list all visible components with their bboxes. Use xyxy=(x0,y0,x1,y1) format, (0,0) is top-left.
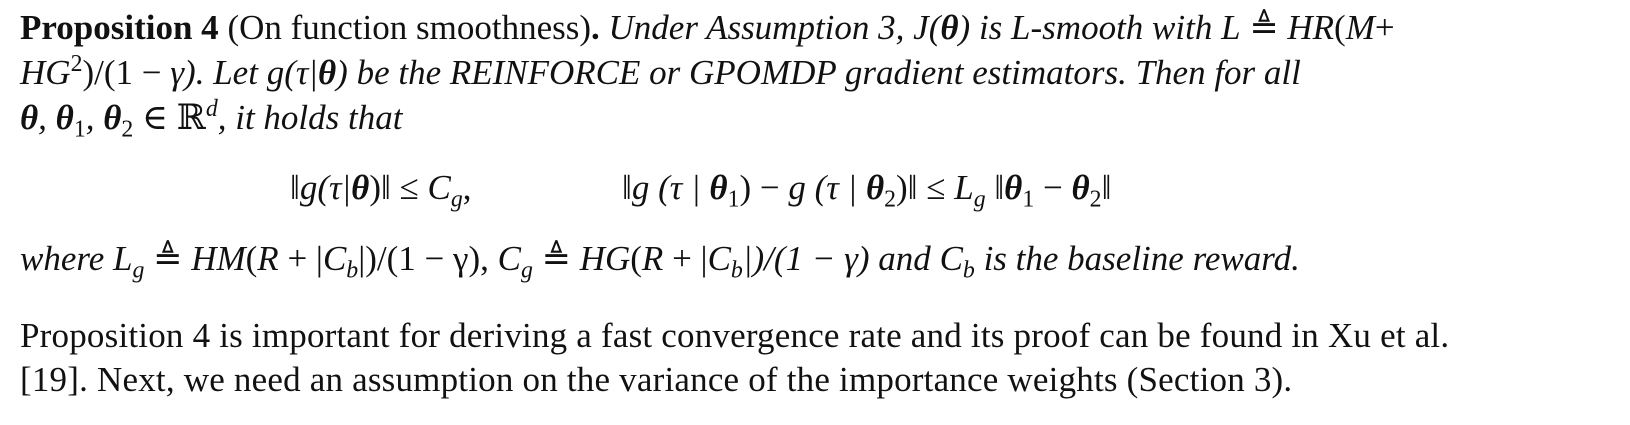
math-symbol: , xyxy=(462,168,472,207)
math-theta: θ xyxy=(318,53,337,92)
proposition-title: (On function smoothness) xyxy=(227,8,592,47)
math-theta: θ xyxy=(865,168,885,207)
math-symbol: ( xyxy=(630,239,642,278)
math-subscript: g xyxy=(132,257,145,284)
math-theta: θ xyxy=(1071,168,1090,207)
math-subscript: 1 xyxy=(727,186,740,213)
math-symbol: R xyxy=(641,239,664,278)
math-symbol: C xyxy=(939,239,963,278)
math-symbol: ∈ ℝ xyxy=(133,98,206,137)
math-theta: θ xyxy=(940,8,959,47)
math-symbol: ‖ xyxy=(985,168,1005,207)
math-symbol: HG xyxy=(579,239,631,278)
math-theta: θ xyxy=(20,98,39,137)
math-symbol: C xyxy=(427,168,451,207)
math-symbol: C xyxy=(322,239,347,278)
math-superscript: d xyxy=(205,95,218,122)
math-symbol: ‖ xyxy=(622,168,632,207)
math-symbol: g xyxy=(299,168,318,207)
math-subscript: 2 xyxy=(121,116,134,143)
math-symbol: C xyxy=(497,239,521,278)
math-symbol: , xyxy=(85,98,104,137)
statement-text: where xyxy=(20,239,113,278)
math-subscript: 2 xyxy=(884,186,897,213)
math-symbol: L xyxy=(954,168,974,207)
math-symbol: L xyxy=(1011,8,1031,47)
where-line xyxy=(20,237,1300,284)
math-symbol: + | xyxy=(663,239,708,278)
math-symbol: ‖ xyxy=(1101,168,1112,207)
equation-right xyxy=(622,166,1112,213)
math-symbol: )/(1 − xyxy=(82,53,171,92)
display-equation xyxy=(0,166,1630,212)
math-symbol: ) − xyxy=(739,168,789,207)
math-defeq: ≜ xyxy=(532,239,580,278)
math-symbol: HR xyxy=(1287,8,1335,47)
math-theta: θ xyxy=(55,98,74,137)
math-symbol: HM xyxy=(191,239,246,278)
statement-text: ). Let xyxy=(184,53,267,92)
equation-left xyxy=(290,166,472,213)
math-symbol: ( xyxy=(245,239,258,278)
math-theta: θ xyxy=(709,168,728,207)
math-subscript: g xyxy=(450,186,463,213)
math-theta: θ xyxy=(103,98,122,137)
math-subscript: b xyxy=(730,257,743,284)
math-subscript: b xyxy=(346,257,359,284)
proposition-label: Proposition 4 xyxy=(20,8,219,47)
math-symbol: M xyxy=(1345,8,1375,47)
math-symbol: (τ| xyxy=(284,53,318,92)
paragraph-line-2: [19]. Next, we need an assumption on the variance of the importance weights (Section 3). xyxy=(20,360,1293,399)
proposition-line-3 xyxy=(20,95,403,143)
statement-text: Under Assumption 3, xyxy=(608,8,905,47)
proposition-title-period: . xyxy=(591,8,600,47)
statement-text: ) be the REINFORCE or GPOMDP gradient estimators. Then for all xyxy=(336,53,1301,92)
math-theta: θ xyxy=(351,168,370,207)
math-symbol: ( xyxy=(1334,8,1346,47)
proposition-line-1 xyxy=(20,6,1395,50)
proposition-line-2 xyxy=(20,51,1301,95)
math-subscript: b xyxy=(962,257,975,284)
math-symbol: (τ | xyxy=(649,168,710,207)
math-symbol: (τ | xyxy=(805,168,866,207)
math-symbol: − xyxy=(1034,168,1072,207)
statement-text: , it holds that xyxy=(217,98,403,137)
math-symbol: |)/(1 − γ), xyxy=(358,239,498,278)
math-symbol: g xyxy=(266,53,285,92)
math-symbol: ‖ xyxy=(290,168,300,207)
statement-text: |)/(1 − γ) and xyxy=(742,239,940,278)
statement-text: is the baseline reward. xyxy=(974,239,1300,278)
math-symbol: )‖ ≤ xyxy=(896,168,955,207)
math-theta: θ xyxy=(1004,168,1023,207)
math-symbol: g xyxy=(631,168,650,207)
math-symbol: (τ| xyxy=(317,168,352,207)
math-subscript: g xyxy=(520,257,533,284)
math-symbol: L xyxy=(1221,8,1241,47)
math-symbol: C xyxy=(707,239,731,278)
math-symbol: J( xyxy=(913,8,941,47)
math-symbol: g xyxy=(788,168,806,207)
math-symbol: HG xyxy=(20,53,71,92)
math-subscript: 2 xyxy=(1089,186,1102,213)
math-superscript: 2 xyxy=(70,50,83,77)
math-symbol: + | xyxy=(278,239,323,278)
math-defeq: ≜ xyxy=(144,239,192,278)
math-defeq: ≜ xyxy=(1249,8,1279,47)
math-subscript: g xyxy=(973,186,986,213)
math-subscript: 1 xyxy=(1022,186,1035,213)
paragraph-line-1: Proposition 4 is important for deriving a fast convergence rate and its proof can be found in Xu et al. xyxy=(20,316,1450,355)
math-symbol: γ xyxy=(170,53,185,92)
math-subscript: 1 xyxy=(73,116,86,143)
math-symbol: , xyxy=(38,98,56,137)
statement-text: -smooth with xyxy=(1030,8,1213,47)
math-symbol: + xyxy=(1374,8,1395,47)
math-symbol: ) is xyxy=(958,8,1003,47)
math-symbol: R xyxy=(257,239,279,278)
math-symbol: )‖ ≤ xyxy=(369,168,428,207)
math-symbol: L xyxy=(113,239,133,278)
